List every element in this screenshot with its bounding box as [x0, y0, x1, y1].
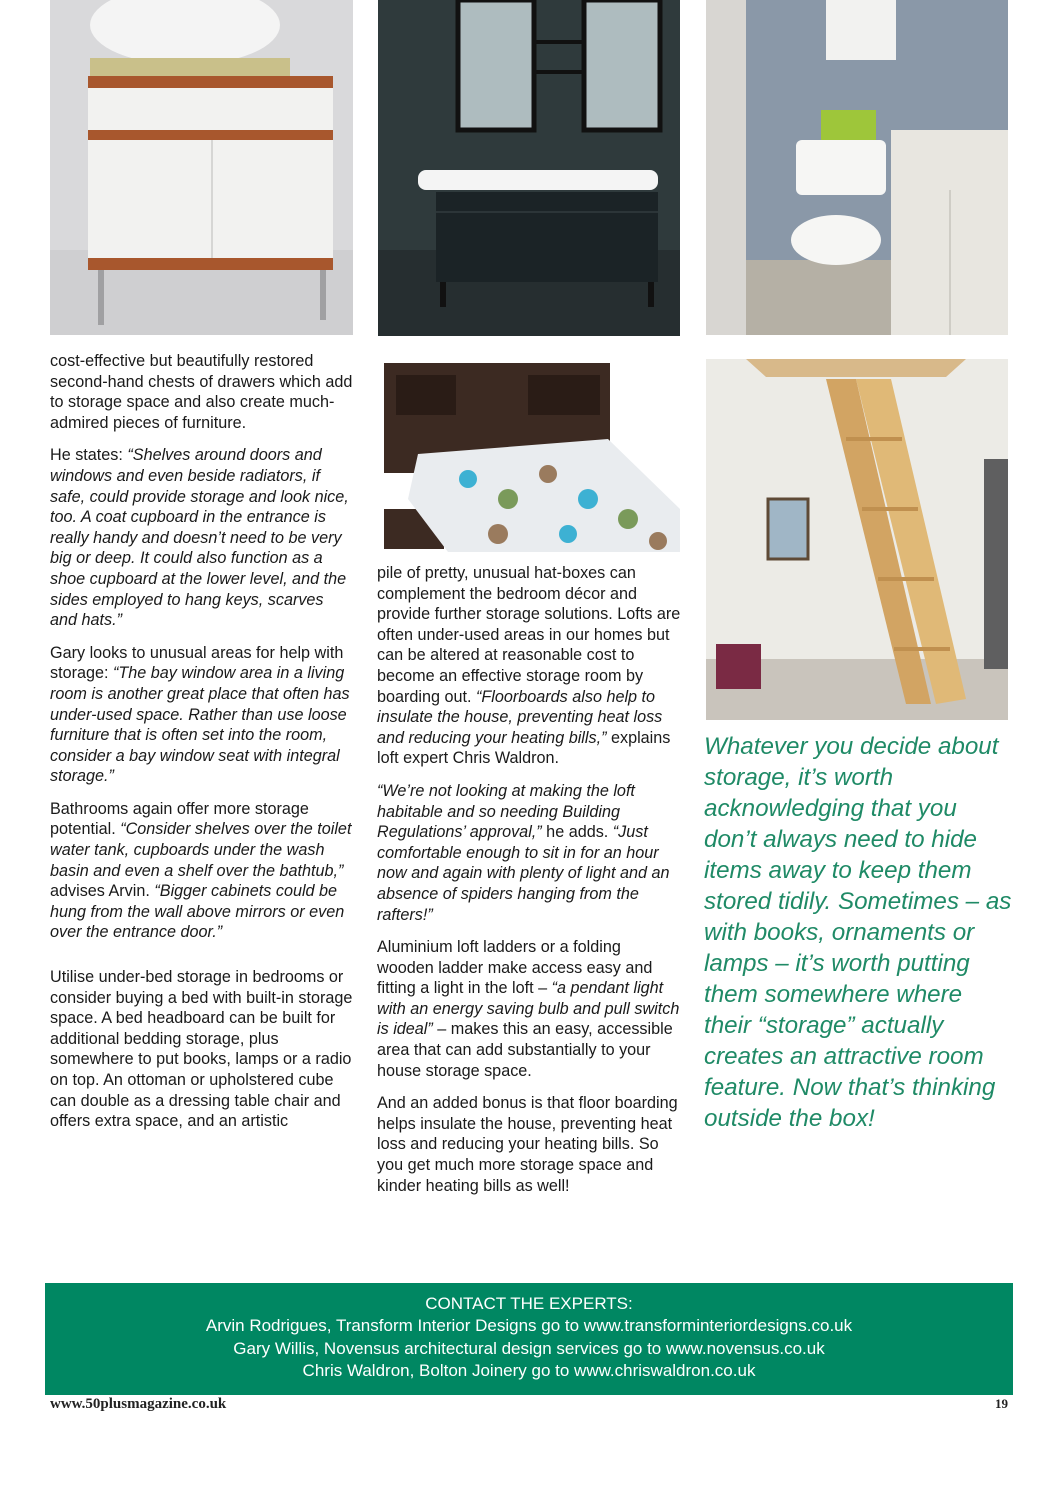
article-column-2	[377, 563, 681, 1208]
page-number: 19	[995, 1396, 1008, 1411]
paragraph: Bathrooms again offer more storage potential. “Consider shelves over the toilet water tank, cupboards under the wash basin and even a shelf over the bathtub,” advises Arvin. “Bigger cabinets could be hung from the wall above mirrors or even over the entrance door.”	[50, 799, 352, 942]
paragraph: Aluminium loft ladders or a folding wooden ladder make access easy and fitting a light in the loft – “a pendant light with an energy saving bulb and pull switch is ideal” – makes this an easy, accessible area that can add substantially to your house storage space.	[377, 938, 680, 1080]
quote: “Consider shelves over the toilet water tank, cupboards under the wash basin and even a shelf over the bathtub,”	[50, 820, 352, 880]
contact-line: Gary Willis, Novensus architectural design services go to www.novensus.co.uk	[233, 1338, 825, 1358]
contact-box	[45, 1283, 1013, 1395]
quote: “a pendant light with an energy saving bulb and pull switch is ideal”	[377, 979, 680, 1039]
quote: “The bay window area in a living room is another great place that often has under-used space. Rather than use loose furniture that is often set into the room, consider a bay window seat with integral storage.”	[50, 664, 350, 786]
paragraph: He states: “Shelves around doors and windows and even beside radiators, if safe, could provide storage and look nice, too. A coat cupboard in the entrance is really handy and doesn’t need to be very big or deep. It could also function as a shoe cupboard at the lower level, and the sides employed to hang keys, scarves and hats.”	[50, 446, 349, 630]
paragraph: pile of pretty, unusual hat-boxes can complement the bedroom décor and provide further storage solutions. Lofts are often under-used areas in our homes but can be altered at reasonable cost to become an effective storage room by boarding out. “Floorboards also help to insulate the house, preventing heat loss and reducing your heating bills,” explains loft expert Chris Waldron.	[377, 564, 681, 768]
bed-headboard-photo	[378, 359, 680, 552]
quote: “Bigger cabinets could be hung from the wall above mirrors or even over the entrance door.”	[50, 882, 345, 942]
magazine-url: www.50plusmagazine.co.uk	[50, 1396, 227, 1412]
contact-line: Arvin Rodrigues, Transform Interior Designs go to www.transforminteriordesigns.co.uk	[205, 1316, 853, 1336]
contact-line: Chris Waldron, Bolton Joinery go to www.chriswaldron.co.uk	[302, 1361, 756, 1381]
paragraph: “We’re not looking at making the loft habitable and so needing Building Regulations’ approval,” he adds. “Just comfortable enough to sit in for an hour now and again with plenty of light and an absence of spiders hanging from the rafters!”	[377, 781, 670, 924]
vanity-unit-photo	[50, 0, 353, 335]
article-column-1	[50, 351, 355, 1144]
paragraph: And an added bonus is that floor boarding helps insulate the house, preventing heat loss and reducing your heating bills. So you get much more storage space and kinder heating bills as well!	[377, 1094, 678, 1195]
paragraph: cost-effective but beautifully restored second-hand chests of drawers which add to storage space and also create much-admired pieces of furniture.	[50, 352, 353, 432]
toilet-shelves-photo	[706, 0, 1008, 335]
contact-heading: CONTACT THE EXPERTS:	[425, 1294, 633, 1313]
pull-quote: Whatever you decide about storage, it’s worth acknowledging that you don’t always need to hide items away to keep them stored tidily. Sometimes – as with books, ornaments or lamps – it’s worth putting them somewhere where their “storage” actually creates an attractive room feature. Now that’s thinking outside the box!	[704, 733, 1012, 1132]
quote: “We’re not looking at making the loft habitable and so needing Building Regulations’ approval,”	[377, 781, 635, 842]
loft-ladder-photo	[706, 359, 1008, 720]
paragraph: Utilise under-bed storage in bedrooms or consider buying a bed with built-in storage space. A bed headboard can be built for additional bedding storage, plus somewhere to put books, lamps or a radio on top. An ottoman or upholstered cube can double as a dressing table chair and offers extra space, and an artistic	[50, 968, 353, 1131]
quote: “Shelves around doors and windows and even beside radiators, if safe, could provide storage and look nice, too. A coat cupboard in the entrance is really handy and doesn’t need to be very big or deep. It could also function as a shoe cupboard at the lower level, and the sides employed to hang keys, scarves and hats.”	[50, 446, 349, 630]
quote: “Just comfortable enough to sit in for an hour now and again with plenty of light and an absence of spiders hanging from the rafters!”	[377, 823, 670, 924]
double-basin-photo	[378, 0, 680, 336]
quote: “Floorboards also help to insulate the house, preventing heat loss and reducing your heating bills,”	[377, 687, 663, 747]
paragraph: Gary looks to unusual areas for help with storage: “The bay window area in a living room is another great place that often has under-used space. Rather than use loose furniture that is often set into the room, consider a bay window seat with integral storage.”	[50, 643, 350, 786]
